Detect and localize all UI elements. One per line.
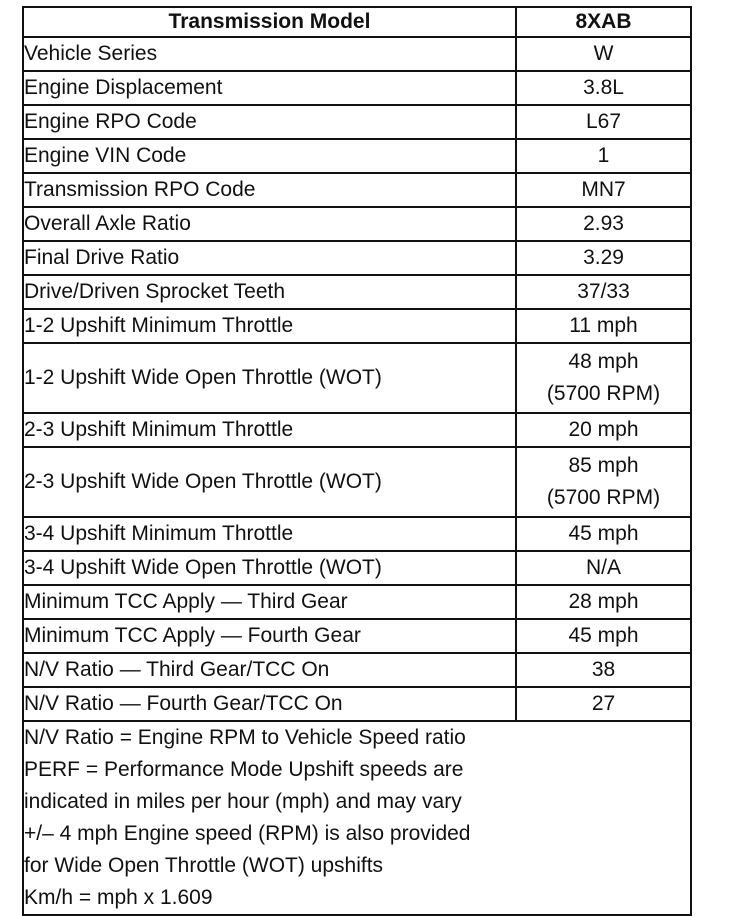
- row-value: 37/33: [516, 275, 691, 309]
- row-value: [516, 343, 691, 413]
- row-value: 45 mph: [516, 517, 691, 551]
- row-label: 3-4 Upshift Wide Open Throttle (WOT): [23, 551, 516, 585]
- transmission-spec-table: [22, 6, 692, 916]
- row-label: N/V Ratio — Fourth Gear/TCC On: [23, 687, 516, 721]
- row-label: Minimum TCC Apply — Third Gear: [23, 585, 516, 619]
- row-label: Engine RPO Code: [23, 105, 516, 139]
- row-label: Drive/Driven Sprocket Teeth: [23, 275, 516, 309]
- table-row: [23, 207, 691, 241]
- row-label: Engine VIN Code: [23, 139, 516, 173]
- cropped-heading-fragment: [300, 0, 390, 5]
- note-line: +/– 4 mph Engine speed (RPM) is also provided: [24, 822, 471, 845]
- row-label: Engine Displacement: [23, 71, 516, 105]
- table-row: [23, 309, 691, 343]
- row-value-primary: 48 mph: [568, 350, 639, 373]
- notes-row: [23, 721, 691, 915]
- row-label: 1-2 Upshift Minimum Throttle: [23, 309, 516, 343]
- row-value: 20 mph: [516, 413, 691, 447]
- table-row: [23, 551, 691, 585]
- row-label: Transmission RPO Code: [23, 173, 516, 207]
- row-label: Overall Axle Ratio: [23, 207, 516, 241]
- table-row: [23, 687, 691, 721]
- row-value-secondary: (5700 RPM): [546, 486, 661, 509]
- row-label: N/V Ratio — Third Gear/TCC On: [23, 653, 516, 687]
- row-value: 3.8L: [516, 71, 691, 105]
- table-row: [23, 105, 691, 139]
- row-value-secondary: (5700 RPM): [546, 382, 661, 405]
- row-label: 2-3 Upshift Minimum Throttle: [23, 413, 516, 447]
- table-row: [23, 241, 691, 275]
- row-value: 2.93: [516, 207, 691, 241]
- row-label: Vehicle Series: [23, 37, 516, 71]
- row-value: 38: [516, 653, 691, 687]
- table-row: [23, 619, 691, 653]
- table-row: [23, 413, 691, 447]
- note-line: for Wide Open Throttle (WOT) upshifts: [24, 854, 384, 877]
- row-value: N/A: [516, 551, 691, 585]
- row-value: 27: [516, 687, 691, 721]
- header-label-cell: Transmission Model: [23, 7, 516, 37]
- row-value: 3.29: [516, 241, 691, 275]
- row-value: L67: [516, 105, 691, 139]
- table-row: [23, 173, 691, 207]
- row-label: 2-3 Upshift Wide Open Throttle (WOT): [23, 447, 516, 517]
- row-label: 1-2 Upshift Wide Open Throttle (WOT): [23, 343, 516, 413]
- table-row: [23, 447, 691, 517]
- row-label: 3-4 Upshift Minimum Throttle: [23, 517, 516, 551]
- table-row: [23, 517, 691, 551]
- note-line: PERF = Performance Mode Upshift speeds are: [24, 758, 464, 781]
- note-line: N/V Ratio = Engine RPM to Vehicle Speed ratio: [24, 726, 466, 749]
- table-row: [23, 653, 691, 687]
- table-header-row: [23, 7, 691, 37]
- row-value: 11 mph: [516, 309, 691, 343]
- note-line: Km/h = mph x 1.609: [24, 886, 213, 909]
- row-value: W: [516, 37, 691, 71]
- notes-cell: [23, 721, 691, 915]
- row-value: 28 mph: [516, 585, 691, 619]
- note-line: indicated in miles per hour (mph) and may vary: [24, 790, 462, 813]
- row-value: 45 mph: [516, 619, 691, 653]
- table-row: [23, 71, 691, 105]
- table-row: [23, 275, 691, 309]
- header-value-cell: 8XAB: [516, 7, 691, 37]
- row-value: [516, 447, 691, 517]
- row-label: Final Drive Ratio: [23, 241, 516, 275]
- table-row: [23, 343, 691, 413]
- row-value-primary: 85 mph: [568, 454, 639, 477]
- table-row: [23, 585, 691, 619]
- table-row: [23, 139, 691, 173]
- row-label: Minimum TCC Apply — Fourth Gear: [23, 619, 516, 653]
- table-row: [23, 37, 691, 71]
- row-value: MN7: [516, 173, 691, 207]
- row-value: 1: [516, 139, 691, 173]
